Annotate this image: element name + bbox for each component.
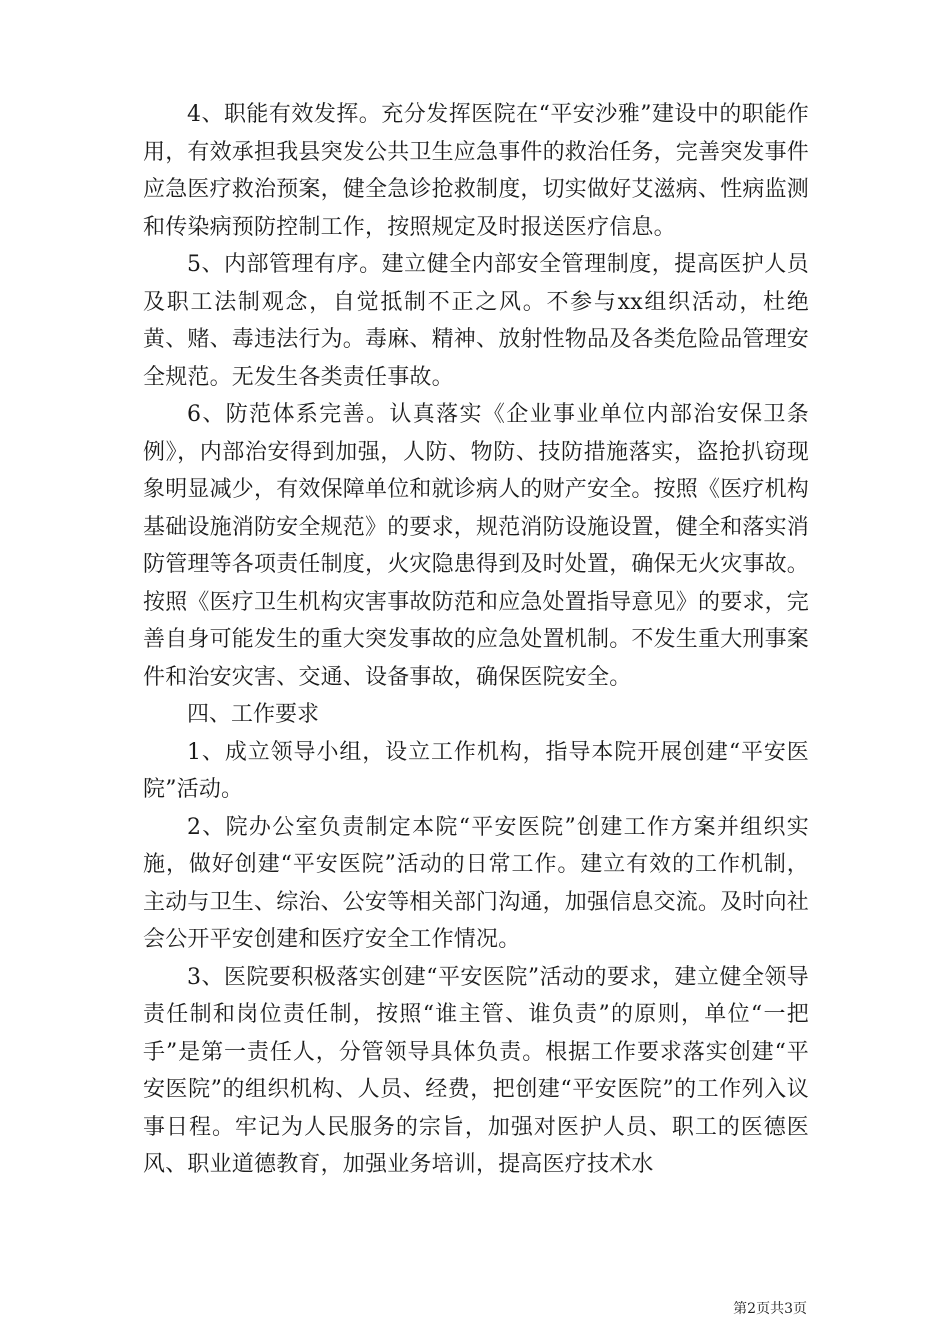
document-body [143, 96, 809, 1184]
paragraph-functions: 4、职能有效发挥。充分发挥医院在“平安沙雅”建设中的职能作用，有效承担我县突发公共卫生应急事件的救治任务，完善突发事件应急医疗救治预案，健全急诊抢救制度，切实做好艾滋病、性病监测和传染病预防控制工作，按照规定及时报送医疗信息。 [143, 102, 810, 240]
requirement-item: 3、医院要积极落实创建“平安医院”活动的要求，建立健全领导责任制和岗位责任制，按照“谁主管、谁负责”的原则，单位“一把手”是第一责任人，分管领导具体负责。根据工作要求落实创建“平安医院”的组织机构、人员、经费，把创建“平安医院”的工作列入议事日程。牢记为人民服务的宗旨，加强对医护人员、职工的医德医风、职业道德教育，加强业务培训，提高医疗技术水 [143, 964, 809, 1177]
paragraph-prevention-system: 6、防范体系完善。认真落实《企业事业单位内部治安保卫条例》，内部治安得到加强，人防、物防、技防措施落实，盗抢扒窃现象明显减少，有效保障单位和就诊病人的财产安全。按照《医疗机构基础设施消防安全规范》的要求，规范消防设施设置，健全和落实消防管理等各项责任制度，火灾隐患得到及时处置，确保无火灾事故。按照《医疗卫生机构灾害事故防范和应急处置指导意见》的要求，完善自身可能发生的重大突发事故的应急处置机制。不发生重大刑事案件和治安灾害、交通、设备事故，确保医院安全。 [143, 402, 810, 690]
requirement-item: 2、院办公室负责制定本院“平安医院”创建工作方案并组织实施，做好创建“平安医院”活动的日常工作。建立有效的工作机制，主动与卫生、综治、公安等相关部门沟通，加强信息交流。及时向社会公开平安创建和医疗安全工作情况。 [143, 814, 810, 952]
page-number-footer: 第2页共3页 [733, 1301, 807, 1317]
paragraph-internal-management: 5、内部管理有序。建立健全内部安全管理制度，提高医护人员及职工法制观念，自觉抵制不正之风。不参与xx组织活动，杜绝黄、赌、毒违法行为。毒麻、精神、放射性物品及各类危险品管理安全规范。无发生各类责任事故。 [143, 252, 810, 390]
requirement-item: 1、成立领导小组，设立工作机构，指导本院开展创建“平安医院”活动。 [143, 739, 809, 802]
section-heading: 四、工作要求 [187, 702, 320, 727]
